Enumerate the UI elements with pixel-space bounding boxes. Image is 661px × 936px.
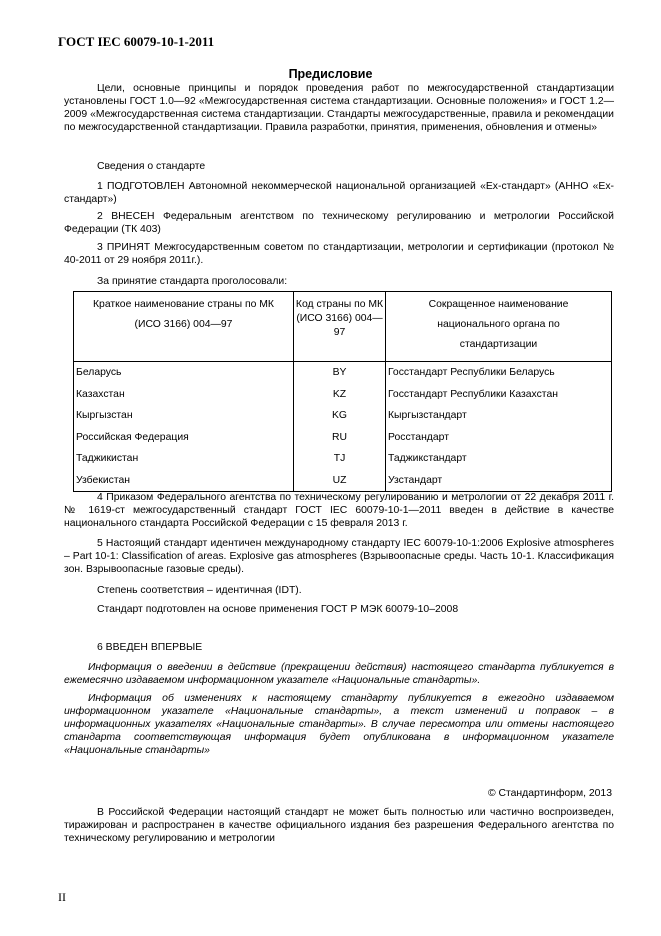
- national-body: Кыргызстандарт: [386, 405, 612, 427]
- national-body: Росстандарт: [386, 427, 612, 449]
- item-1-text: 1 ПОДГОТОВЛЕН Автономной некоммерческой национальной организацией «Ех-стандарт» (АННО «Ех-стандарт»): [64, 181, 614, 205]
- table-row: [74, 427, 612, 449]
- country-name: Узбекистан: [74, 470, 294, 492]
- table-row: [74, 384, 612, 406]
- country-name: Беларусь: [74, 362, 294, 384]
- country-name: Казахстан: [74, 384, 294, 406]
- page-title: Предисловие: [288, 67, 373, 81]
- basis-text: Стандарт подготовлен на основе применения ГОСТ Р МЭК 60079-10–2008: [97, 604, 459, 615]
- countries-table: [73, 291, 612, 492]
- country-name: Российская Федерация: [74, 427, 294, 449]
- table-row: [74, 405, 612, 427]
- vote-label-text: За принятие стандарта проголосовали:: [97, 276, 288, 287]
- item-4-text: 4 Приказом Федерального агентства по техническому регулированию и метрологии от 22 декабря 2011 г. № 1619-ст межгосударственный стандарт ГОСТ IEC 60079-10-1—2011 введен в действие в качестве национального стандарта Российской Федерации с 15 февраля 2013 г.: [64, 492, 614, 529]
- country-name: Таджикистан: [74, 448, 294, 470]
- country-code: BY: [294, 362, 386, 384]
- table-row: [74, 362, 612, 384]
- table-row: [74, 470, 612, 492]
- about-standard-label: [64, 160, 614, 173]
- item-2-paragraph: [64, 210, 614, 236]
- conformity-text: Степень соответствия – идентичная (IDT).: [97, 585, 302, 596]
- document-code-header: ГОСТ IEC 60079-10-1-2011: [58, 34, 215, 49]
- country-code: KZ: [294, 384, 386, 406]
- item-3-text: 3 ПРИНЯТ Межгосударственным советом по стандартизации, метрологии и сертификации (протокол № 40-2011 от 29 ноября 2011г.).: [64, 242, 614, 266]
- country-code: UZ: [294, 470, 386, 492]
- country-code: KG: [294, 405, 386, 427]
- country-name: Кыргызстан: [74, 405, 294, 427]
- copyright-notice: © Стандартинформ, 2013: [487, 788, 612, 799]
- national-body: Госстандарт Республики Казахстан: [386, 384, 612, 406]
- intro-paragraph: [64, 82, 614, 134]
- item-5-paragraph: [64, 537, 614, 576]
- intro-text: Цели, основные принципы и порядок проведения работ по межгосударственной стандартизации установлены ГОСТ 1.0—92 «Межгосударственная система стандартизации. Основные положения» и ГОСТ 1.2—2009 «Межгосударственная система стандартизации. Стандарты межгосударственные, правила и рекомендации по межгосударственной стандартизации. Правила разработки, принятия, применения, обновления и отмены»: [64, 83, 614, 133]
- header-country-name: Краткое наименование страны по МК (ИСО 3166) 004—97: [74, 292, 294, 362]
- info-paragraph-1: [64, 661, 614, 687]
- info-2-text: Информация об изменениях к настоящему стандарту публикуется в ежегодно издаваемом информационном указателе «Национальные стандарты», а текст изменений и поправок – в информационных указателях «Национальные стандарты». В случае пересмотра или отмены настоящего стандарта соответствующая информация будет опубликована в информационном указателе «Национальные стандарты»: [64, 693, 614, 756]
- rights-text: В Российской Федерации настоящий стандарт не может быть полностью или частично воспроизведен, тиражирован и распространен в качестве официального издания без разрешения Федерального агентства по техническому регулированию и метрологии: [64, 807, 614, 844]
- item-1-paragraph: [64, 180, 614, 206]
- item-3-paragraph: [64, 241, 614, 267]
- item-4-paragraph: [64, 491, 614, 530]
- item-6-text: 6 ВВЕДЕН ВПЕРВЫЕ: [97, 642, 203, 653]
- conformity-paragraph: [64, 584, 614, 597]
- item-2-text: 2 ВНЕСЕН Федеральным агентством по техническому регулированию и метрологии Российской Федерации (ТК 403): [64, 211, 614, 235]
- national-body: Узстандарт: [386, 470, 612, 492]
- header-country-code: Код страны по МК (ИСО 3166) 004—97: [294, 292, 386, 362]
- info-1-text: Информация о введении в действие (прекращении действия) настоящего стандарта публикуется в ежемесячно издаваемом информационном указателе «Национальные стандарты».: [64, 662, 614, 686]
- rights-paragraph: [64, 806, 614, 845]
- basis-paragraph: [64, 603, 614, 616]
- header-national-body: Сокращенное наименование национального органа по стандартизации: [386, 292, 612, 362]
- item-5-text: 5 Настоящий стандарт идентичен международному стандарту IEC 60079-10-1:2006 Explosive atmospheres – Part 10-1: Classification of areas. Explosive gas atmospheres (Взрывоопасные среды. Часть 10-1. Классификация зон. Взрывоопасные газовые среды).: [64, 538, 614, 575]
- table-header-row: [74, 292, 612, 362]
- vote-label: [64, 275, 614, 288]
- about-standard-text: Сведения о стандарте: [97, 161, 206, 172]
- country-code: RU: [294, 427, 386, 449]
- table-row: [74, 448, 612, 470]
- info-paragraph-2: [64, 692, 614, 757]
- country-code: TJ: [294, 448, 386, 470]
- page-number: II: [58, 890, 66, 904]
- item-6-paragraph: [64, 641, 614, 654]
- national-body: Госстандарт Республики Беларусь: [386, 362, 612, 384]
- national-body: Таджикстандарт: [386, 448, 612, 470]
